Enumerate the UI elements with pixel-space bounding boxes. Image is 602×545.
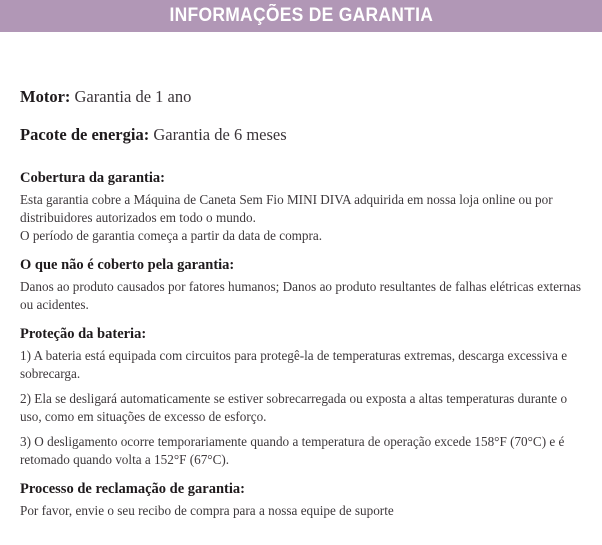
paragraph: 1) A bateria está equipada com circuitos para protegê-la de temperaturas extremas, descarga excessiva e sobrecarga. — [20, 348, 568, 381]
paragraph: 3) O desligamento ocorre temporariamente quando a temperatura de operação excede 158°F (70°C) e é retomado quando volta a 152°F (67°C). — [20, 434, 565, 467]
battery-pack-warranty-line — [20, 124, 588, 146]
paragraph: Danos ao produto causados por fatores humanos; Danos ao produto resultantes de falhas elétricas externas ou acidentes. — [20, 279, 582, 312]
section-not-covered — [20, 255, 588, 314]
section-title: O que não é coberto pela garantia: — [20, 257, 235, 273]
page-title: INFORMAÇÕES DE GARANTIA — [169, 5, 433, 26]
section-title: Processo de reclamação de garantia: — [20, 481, 245, 497]
motor-warranty-line — [20, 86, 588, 108]
section-title: Cobertura da garantia: — [20, 170, 165, 186]
header-banner — [0, 0, 602, 32]
paragraph: 2) Ela se desligará automaticamente se estiver sobrecarregada ou exposta a altas temperaturas durante o uso, como em situações de excesso de esforço. — [20, 391, 568, 424]
paragraph: Esta garantia cobre a Máquina de Caneta Sem Fio MINI DIVA adquirida em nossa loja online ou por distribuidores autorizados em todo o mundo. — [20, 192, 553, 225]
section-battery-protection — [20, 324, 588, 469]
paragraph: Por favor, envie o seu recibo de compra para a nossa equipe de suporte — [20, 503, 394, 518]
battery-pack-label: Pacote de energia: — [20, 125, 150, 144]
warranty-content — [20, 86, 588, 530]
battery-pack-value: Garantia de 6 meses — [153, 125, 287, 144]
motor-label: Motor: — [20, 87, 71, 106]
section-title: Proteção da bateria: — [20, 326, 147, 342]
motor-value: Garantia de 1 ano — [74, 87, 192, 106]
section-coverage — [20, 168, 588, 245]
paragraph: O período de garantia começa a partir da data de compra. — [20, 228, 323, 243]
section-claim-process — [20, 479, 588, 520]
